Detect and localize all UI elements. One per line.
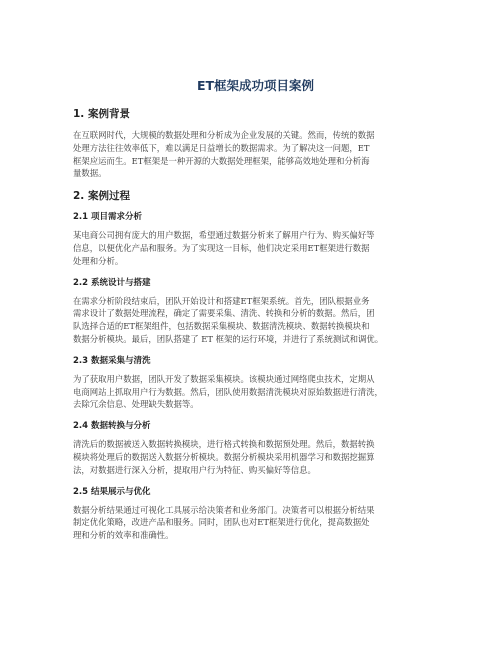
text-line: 数据分析模块。最后，团队搭建了 ET 框架的运行环境，并进行了系统测试和调优。	[73, 333, 384, 344]
text-line: 电商网站上抓取用户行为数据。然后，团队使用数据清洗模块对原始数据进行清洗，	[73, 386, 383, 397]
subsection-paragraph-requirements	[73, 229, 438, 267]
subsection-heading-collection: 2.3 数据采集与清洗	[73, 355, 151, 366]
text-line: 在需求分析阶段结束后，团队开始设计和搭建ET框架系统。首先，团队根据业务	[73, 295, 370, 306]
text-line: 制定优化策略，改进产品和服务。同时，团队也对ET框架进行优化，提高数据处	[73, 517, 370, 528]
text-line: 数据分析结果通过可视化工具展示给决策者和业务部门。决策者可以根据分析结果	[73, 504, 375, 515]
text-line: 法，对数据进行深入分析，提取用户行为特征、购买偏好等信息。	[73, 464, 316, 475]
text-line: 处理方法往往效率低下，难以满足日益增长的数据需求。为了解决这一问题，ET	[73, 142, 370, 153]
text-line: 为了获取用户数据，团队开发了数据采集模块。该模块通过网络爬虫技术，定期从	[73, 373, 375, 384]
text-line: 量数据。	[73, 168, 107, 179]
subsection-heading-results: 2.5 结果展示与优化	[73, 486, 151, 497]
section-heading-process: 2. 案例过程	[73, 190, 130, 203]
subsection-paragraph-collection	[73, 373, 438, 411]
text-line: 在互联网时代，大规模的数据处理和分析成为企业发展的关键。然而，传统的数据	[73, 130, 375, 140]
text-line: 需求设计了数据处理流程，确定了需要采集、清洗、转换和分析的数据。然后，团	[73, 308, 375, 319]
section-paragraph-background	[73, 129, 438, 180]
text-line: 队选择合适的ET框架组件，包括数据采集模块、数据清洗模块、数据转换模块和	[73, 321, 370, 332]
text-line: 模块将处理后的数据送入数据分析模块。数据分析模块采用机器学习和数据挖掘算	[73, 451, 375, 462]
text-line: 清洗后的数据被送入数据转换模块，进行格式转换和数据预处理。然后，数据转换	[73, 439, 375, 450]
text-line: 框架应运而生。ET框架是一种开源的大数据处理框架，能够高效地处理和分析海	[73, 155, 370, 166]
text-line: 理和分析的效率和准确性。	[73, 530, 174, 541]
document-title: ET框架成功项目案例	[196, 78, 315, 93]
document-page	[73, 78, 438, 551]
section-heading-background: 1. 案例背景	[73, 108, 130, 120]
subsection-heading-analysis: 2.4 数据转换与分析	[73, 421, 151, 432]
subsection-paragraph-results	[73, 504, 438, 542]
text-line: 某电商公司拥有庞大的用户数据，希望通过数据分析来了解用户行为、购买偏好等	[73, 230, 375, 241]
subsection-heading-requirements: 2.1 项目需求分析	[73, 212, 143, 223]
subsection-paragraph-design	[73, 295, 438, 346]
text-line: 信息，以便优化产品和服务。为了实现这一目标，他们决定采用ET框架进行数据	[73, 242, 370, 253]
text-line: 处理和分析。	[73, 255, 124, 266]
subsection-heading-design: 2.2 系统设计与搭建	[73, 277, 151, 288]
text-line: 去除冗余信息、处理缺失数据等。	[73, 399, 199, 410]
subsection-paragraph-analysis	[73, 438, 438, 476]
